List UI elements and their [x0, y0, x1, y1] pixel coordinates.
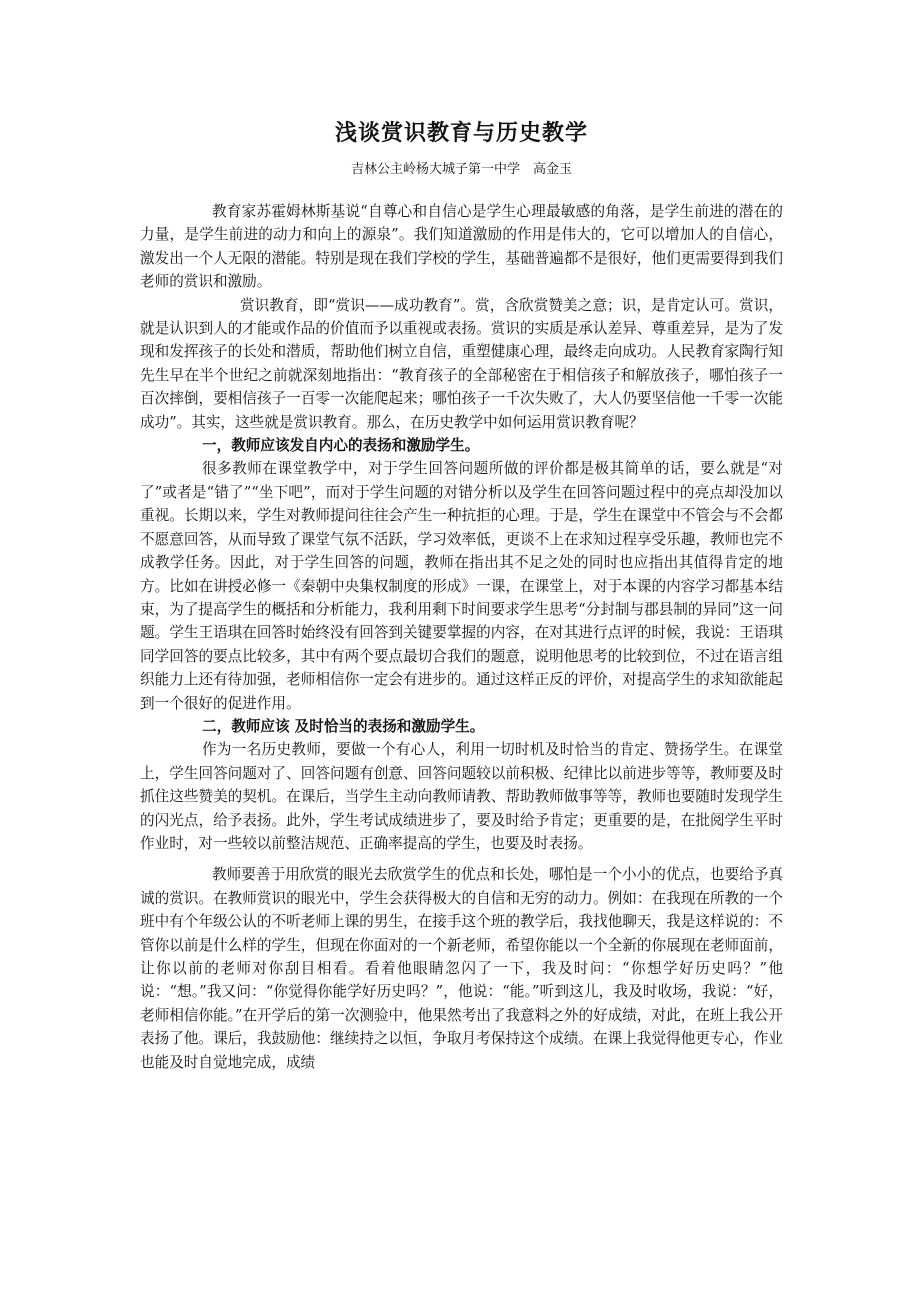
paragraph-section-1: 很多教师在课堂教学中，对于学生回答问题所做的评价都是极其简单的话，要么就是“对了”或者是“错了”“坐下吧”，而对于学生问题的对错分析以及学生在回答问题过程中的亮点却没加以重视。长期以来，学生对教师提问往往会产生一种抗拒的心理。于是，学生在课堂中不管会与不会都不愿意回答，从而导致了课堂气氛不活跃，学习效率低，更谈不上在求知过程享受乐趣，教师也完不成教学任务。因此，对于学生回答的问题，教师在指出其不足之处的同时也应指出其值得肯定的地方。比如在讲授必修一《秦朝中央集权制度的形成》一课，在课堂上，对于本课的内容学习都基本结束，为了提高学生的概括和分析能力，我利用剩下时间要求学生思考“分封制与郡县制的异同”这一问题。学生王语琪在回答时始终没有回答到关键要掌握的内容，在对其进行点评的时候，我说：王语琪同学回答的要点比较多，其中有两个要点最切合我们的题意，说明他思考的比较到位，不过在语言组织能力上还有待加强，老师相信你一定会有进步的。通过这样正反的评价，对提高学生的求知欲能起到一个很好的促进作用。: [140, 460, 783, 712]
document-page: [140, 118, 783, 1074]
document-title: 浅谈赏识教育与历史教学: [334, 121, 588, 146]
section-heading-2: 二，教师应该 及时恰当的表扬和激励学生。: [202, 717, 485, 735]
author-line: 吉林公主岭杨大城子第一中学 高金玉: [350, 162, 572, 177]
paragraph-intro: 教育家苏霍姆林斯基说“自尊心和自信心是学生心理最敏感的角落，是学生前进的潜在的力量，是学生前进的动力和向上的源泉”。我们知道激励的作用是伟大的，它可以增加人的自信心，激发出一个人无限的潜能。特别是现在我们学校的学生，基础普遍都不是很好，他们更需要得到我们老师的赏识和激励。: [140, 203, 783, 291]
section-heading-1: 一，教师应该发自内心的表扬和激励学生。: [202, 437, 480, 455]
paragraph-definition: 赏识教育，即“赏识——成功教育”。赏，含欣赏赞美之意；识，是肯定认可。赏识，就是认识到人的才能或作品的价值而予以重视或表扬。赏识的实质是承认差异、尊重差异，是为了发现和发挥孩子的长处和潜质，帮助他们树立自信，重塑健康心理，最终走向成功。人民教育家陶行知先生早在半个世纪之前就深刻地指出：“教育孩子的全部秘密在于相信孩子和解放孩子，哪怕孩子一百次摔倒，要相信孩子一百零一次能爬起来；哪怕孩子一千次失败了，大人仍要坚信他一千零一次能成功”。其实，这些就是赏识教育。那么，在历史教学中如何运用赏识教育呢？: [140, 296, 783, 431]
paragraph-section-2: 作为一名历史教师，要做一个有心人，利用一切时机及时恰当的肯定、赞扬学生。在课堂上，学生回答问题对了、回答问题有创意、回答问题较以前积极、纪律比以前进步等等，教师要及时抓住这些赞美的契机。在课后，当学生主动向教师请教、帮助教师做事等等，教师也要随时发现学生的闪光点，给予表扬。此外，学生考试成绩进步了，要及时给予肯定；更重要的是，在批阅学生平时作业时，对一些较以前整洁规范、正确率提高的学生，也要及时表扬。: [140, 741, 783, 852]
paragraph-example: 教师要善于用欣赏的眼光去欣赏学生的优点和长处，哪怕是一个小小的优点，也要给予真诚的赏识。在教师赏识的眼光中，学生会获得极大的自信和无穷的动力。例如：在我现在所教的一个班中有个年级公认的不听老师上课的男生，在接手这个班的教学后，我找他聊天，我是这样说的：不管你以前是什么样的学生，但现在你面对的一个新老师，希望你能以一个全新的你展现在老师面前，让你以前的老师对你刮目相看。看着他眼睛忽闪了一下，我及时问：“你想学好历史吗？”他说：“想。”我又问：“你觉得你能学好历史吗？”，他说：“能。”听到这儿，我及时收场，我说：“好，老师相信你能。”在开学后的第一次测验中，他果然考出了我意料之外的好成绩，对此，在班上我公开表扬了他。课后，我鼓励他：继续持之以恒，争取月考保持这个成绩。在课上我觉得他更专心，作业也能及时自觉地完成，成绩: [140, 866, 783, 1071]
